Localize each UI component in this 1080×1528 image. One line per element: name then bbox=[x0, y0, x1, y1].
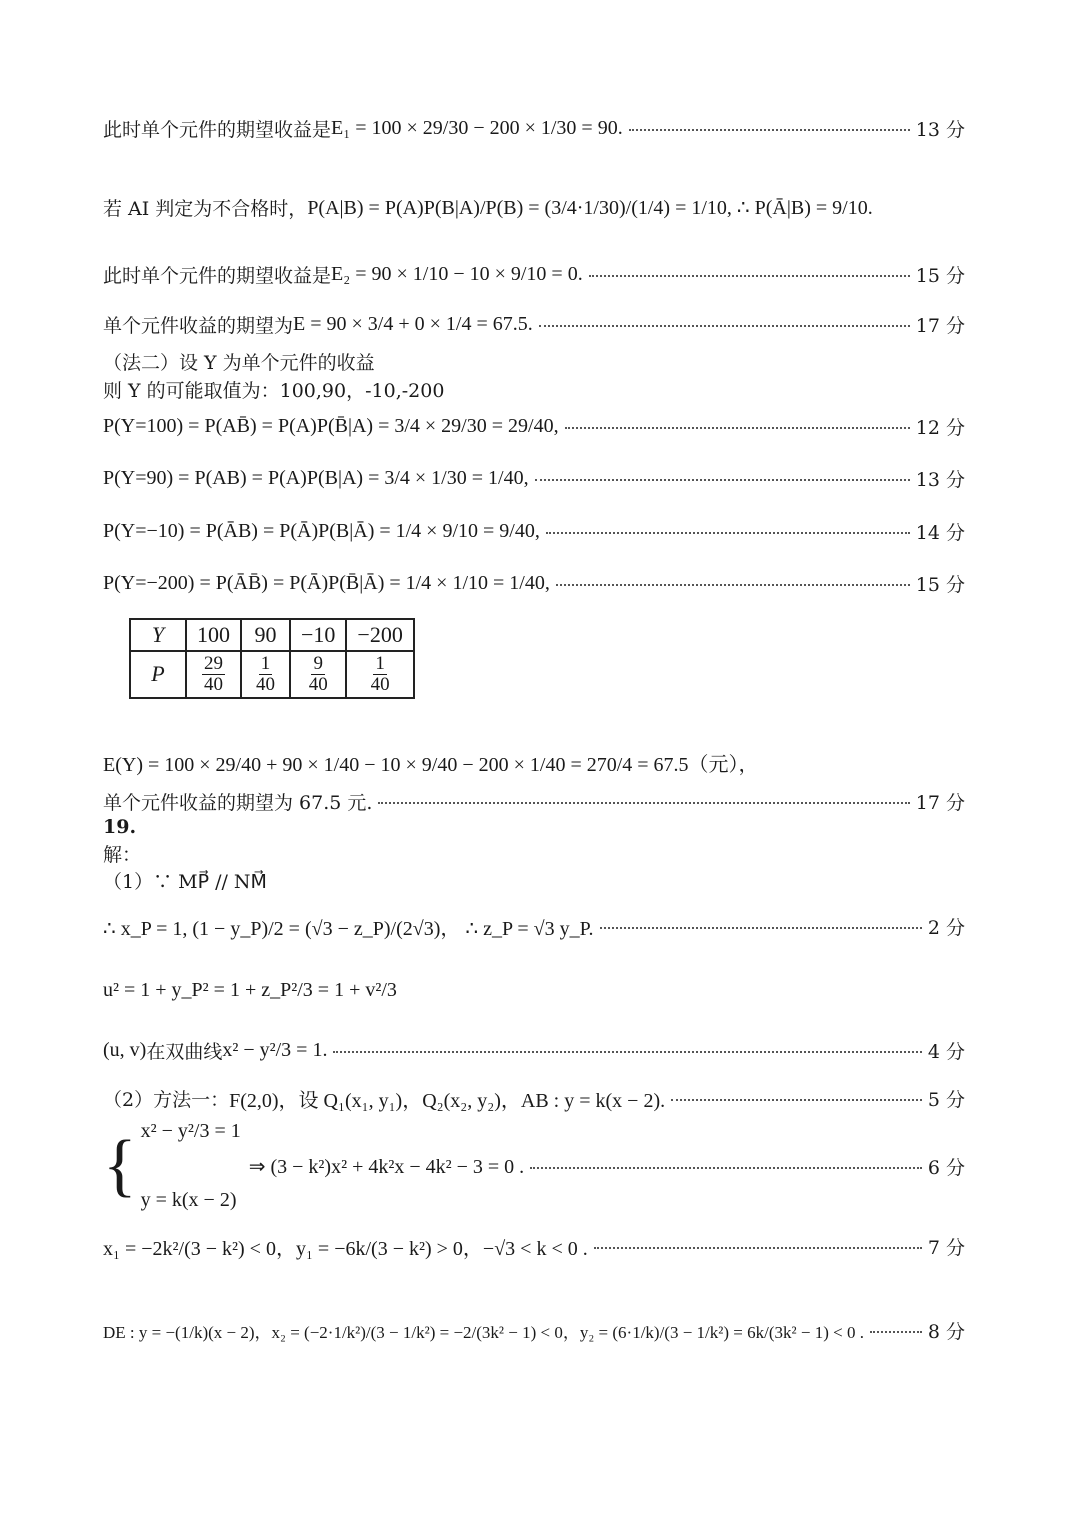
fraction-numerator: 1 bbox=[260, 653, 271, 674]
point-uv: (u, v) bbox=[103, 1038, 147, 1061]
line-p-y-90 bbox=[103, 450, 965, 506]
formula-hyperbola: x² − y²/3 = 1. bbox=[222, 1038, 328, 1061]
line-x1-y1 bbox=[103, 1218, 965, 1274]
line-text: 此时单个元件的期望收益是 bbox=[103, 118, 332, 141]
score-label: 13 分 bbox=[915, 468, 965, 491]
table-cell: 90 bbox=[241, 619, 290, 651]
table-row bbox=[130, 619, 414, 651]
fraction-denominator: 40 bbox=[256, 673, 275, 695]
formula-p-100: P(Y=100) = P(AB̄) = P(A)P(B̄|A) = 3/4 × 29/30 = 29/40, bbox=[103, 414, 559, 437]
score-label: 2 分 bbox=[927, 916, 965, 939]
score-label: 7 分 bbox=[927, 1236, 965, 1259]
score-label: 5 分 bbox=[927, 1088, 965, 1111]
distribution-table bbox=[129, 618, 415, 699]
fraction bbox=[369, 654, 392, 695]
formula-e1: E₁ = 100 × 29/30 − 200 × 1/30 = 90. bbox=[331, 116, 623, 139]
leader-dots bbox=[535, 479, 910, 481]
line-p-y-minus-200 bbox=[103, 555, 965, 611]
line-u-squared bbox=[103, 962, 965, 1018]
formula-ey: E(Y) = 100 × 29/40 + 90 × 1/40 − 10 × 9/40 − 200 × 1/40 = 270/4 = 67.5（元）， bbox=[103, 753, 759, 776]
line-part-one-derivation bbox=[103, 898, 965, 954]
formula-de: DE : y = −(1/k)(x − 2)，x₂ = (−2·1/k²)/(3 − 1/k²) = −2/(3k² − 1) < 0，y₂ = (6·1/k)/(3 − 1/k²) = 6k/(3k² − 1) < 0 . bbox=[103, 1322, 864, 1342]
line-expected-value-e1 bbox=[103, 100, 965, 156]
formula-p-minus-10: P(Y=−10) = P(ĀB) = P(Ā)P(B|Ā) = 1/4 × 9/10 = 9/40, bbox=[103, 519, 540, 542]
line-de-x2-y2 bbox=[103, 1302, 965, 1358]
score-label: 15 分 bbox=[915, 264, 965, 287]
line-system bbox=[103, 1118, 965, 1214]
leader-dots bbox=[378, 802, 909, 804]
leader-dots bbox=[600, 927, 922, 929]
system-eq-bottom: y = k(x − 2) bbox=[140, 1189, 237, 1211]
table-cell: 100 bbox=[186, 619, 241, 651]
question-number: 19. bbox=[103, 816, 137, 838]
formula-bayes: P(A|B) = P(A)P(B|A)/P(B) = (3/4·1/30)/(1/4) = 1/10, ∴ P(Ā|B) = 9/10. bbox=[307, 196, 873, 219]
line-text: 此时单个元件的期望收益是 bbox=[103, 264, 332, 287]
table-cell: −10 bbox=[290, 619, 346, 651]
solution-label: 解： bbox=[103, 844, 142, 866]
formula-e2: E₂ = 90 × 1/10 − 10 × 9/10 = 0. bbox=[331, 262, 583, 285]
line-p-y-minus-10 bbox=[103, 503, 965, 559]
fraction bbox=[307, 654, 330, 695]
score-label: 12 分 bbox=[915, 416, 965, 439]
part-one-heading: （1）∵ MP⃗ // NM⃗ bbox=[103, 871, 267, 893]
leader-dots bbox=[546, 532, 910, 534]
leader-dots bbox=[565, 427, 910, 429]
score-label: 13 分 bbox=[915, 118, 965, 141]
formula-u2: u² = 1 + y_P² = 1 + z_P²/3 = 1 + v²/3 bbox=[103, 978, 397, 1001]
formula-setup: F(2,0)，设 Q₁(x₁, y₁)，Q₂(x₂, y₂)，AB : y = k(x − 2). bbox=[229, 1089, 666, 1112]
score-label: 15 分 bbox=[915, 573, 965, 596]
system-eq-top: x² − y²/3 = 1 bbox=[140, 1120, 241, 1142]
formula-p-minus-200: P(Y=−200) = P(ĀB̄) = P(Ā)P(B̄|Ā) = 1/4 × 1/10 = 1/40, bbox=[103, 571, 550, 594]
fraction-denominator: 40 bbox=[370, 673, 390, 695]
fraction-denominator: 40 bbox=[308, 673, 328, 695]
brace-icon: { bbox=[103, 1127, 137, 1204]
leader-dots bbox=[629, 129, 910, 131]
score-label: 14 分 bbox=[915, 521, 965, 544]
table-cell bbox=[241, 651, 290, 698]
table-cell bbox=[346, 651, 413, 698]
score-label: 17 分 bbox=[915, 791, 965, 814]
values-of-y: 则 Y 的可能取值为：100,90，-10,-200 bbox=[103, 380, 445, 402]
score-label: 8 分 bbox=[927, 1320, 965, 1343]
formula-e: E = 90 × 3/4 + 0 × 1/4 = 67.5. bbox=[293, 312, 533, 335]
line-text: 单个元件收益的期望为 67.5 元. bbox=[103, 791, 373, 814]
leader-dots bbox=[870, 1331, 922, 1333]
score-label: 17 分 bbox=[915, 314, 965, 337]
line-text: 在双曲线 bbox=[146, 1040, 223, 1063]
fraction-numerator: 1 bbox=[375, 653, 385, 674]
table-cell: P bbox=[130, 651, 186, 698]
leader-dots bbox=[556, 584, 910, 586]
line-text: （2）方法一： bbox=[103, 1088, 230, 1111]
leader-dots bbox=[539, 325, 910, 327]
equation-system bbox=[141, 1120, 241, 1212]
method-two-heading: （法二）设 Y 为单个元件的收益 bbox=[103, 352, 375, 374]
leader-dots bbox=[671, 1099, 922, 1101]
table-cell: −200 bbox=[346, 619, 413, 651]
table-cell bbox=[186, 651, 241, 698]
fraction-numerator: 29 bbox=[204, 653, 223, 674]
fraction bbox=[254, 654, 277, 695]
formula-quadratic: ⇒ (3 − k²)x² + 4k²x − 4k² − 3 = 0 . bbox=[248, 1155, 525, 1178]
fraction bbox=[202, 654, 225, 695]
formula-p-90: P(Y=90) = P(AB) = P(A)P(B|A) = 3/4 × 1/30 = 1/40, bbox=[103, 466, 529, 489]
line-expected-value-e2 bbox=[103, 246, 965, 302]
line-expected-value-e bbox=[103, 296, 965, 352]
leader-dots bbox=[589, 275, 910, 277]
score-label: 4 分 bbox=[927, 1040, 965, 1063]
table-cell: Y bbox=[130, 619, 186, 651]
formula-zp: ∴ x_P = 1, (1 − y_P)/2 = (√3 − z_P)/(2√3)， ∴ z_P = √3 y_P. bbox=[103, 917, 594, 940]
leader-dots bbox=[333, 1051, 921, 1053]
leader-dots bbox=[594, 1247, 922, 1249]
score-label: 6 分 bbox=[927, 1156, 965, 1179]
line-text: 若 AI 判定为不合格时， bbox=[103, 197, 308, 220]
formula-x1-y1: x₁ = −2k²/(3 − k²) < 0，y₁ = −6k/(3 − k²) > 0，−√3 < k < 0 . bbox=[103, 1237, 588, 1260]
line-conditional-probability bbox=[103, 172, 965, 242]
fraction-denominator: 40 bbox=[204, 673, 223, 695]
table-cell bbox=[290, 651, 346, 698]
line-conclusion bbox=[103, 773, 965, 829]
leader-dots bbox=[530, 1167, 922, 1169]
line-text: 单个元件收益的期望为 bbox=[103, 314, 294, 337]
line-p-y-100 bbox=[103, 398, 965, 454]
fraction-numerator: 9 bbox=[313, 653, 323, 674]
table-row bbox=[130, 651, 414, 698]
